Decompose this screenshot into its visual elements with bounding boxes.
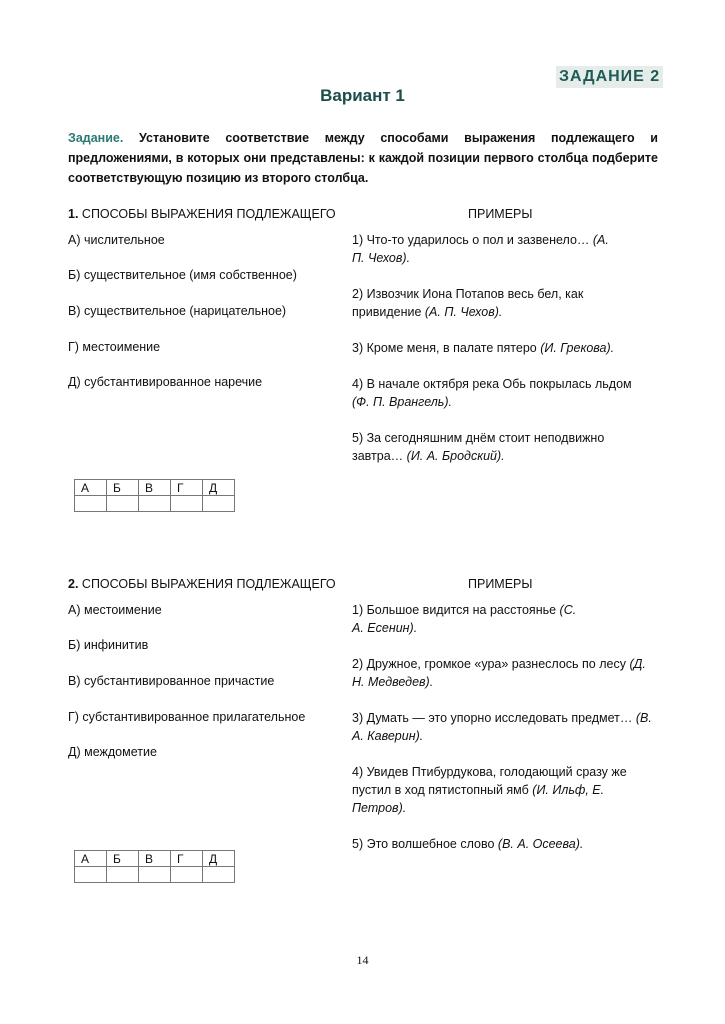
example-author: (И. Ильф, Е. Петров). [352,783,605,815]
example-4 [352,763,657,817]
option-d: Д) субстантивированное наречие [68,375,263,389]
example-author: (А. П. Чехов). [352,233,609,265]
option-a: А) местоимение [68,603,162,617]
answer-table [74,850,235,883]
example-author: (В. А. Каверин). [352,711,652,743]
option-v: В) субстантивированное причастие [68,674,275,688]
option-b: Б) инфинитив [68,638,149,652]
task-instructions [68,128,658,188]
answer-header-a: А [75,851,107,867]
example-text: 1) Что-то ударилось о пол и зазвенело… [352,233,593,247]
answer-header-d: Д [203,851,235,867]
example-text: 5) Это волшебное слово [352,837,498,851]
answer-header-v: В [139,851,171,867]
answer-table-values [75,496,235,512]
section-heading-text: СПОСОБЫ ВЫРАЖЕНИЯ ПОДЛЕЖАЩЕГО [78,577,336,591]
example-text: 2) Дружное, громкое «ура» разнеслось по лесу [352,657,630,671]
section-number: 2. [68,577,79,591]
answer-header-b: Б [107,480,139,496]
answer-cell-g[interactable] [171,867,203,883]
example-5 [352,429,632,465]
example-text: 3) Думать — это упорно исследовать предмет… [352,711,636,725]
answer-cell-b[interactable] [107,867,139,883]
examples-heading: ПРИМЕРЫ [468,207,533,221]
example-author: (Д. Н. Медведев). [352,657,646,689]
page-title: Вариант 1 [320,86,405,105]
answer-header-g: Г [171,851,203,867]
example-2 [352,655,652,691]
example-2 [352,285,612,321]
option-d: Д) междометие [68,745,157,759]
task-badge: ЗАДАНИЕ 2 [556,66,663,88]
example-text: 5) За сегодняшним днём стоит неподвижно завтра… [352,431,605,463]
example-text: 4) В начале октября река Обь покрылась льдом [352,377,632,391]
example-1 [352,601,582,637]
example-3 [352,339,672,357]
answer-cell-b[interactable] [107,496,139,512]
option-b: Б) существительное (имя собственное) [68,268,297,282]
answer-cell-a[interactable] [75,867,107,883]
option-a: А) числительное [68,233,165,247]
answer-table-values [75,867,235,883]
example-author: (И. А. Бродский). [406,449,505,463]
example-text: 1) Большое видится на расстоянье [352,603,560,617]
example-1 [352,231,612,267]
example-text: 4) Увидев Птибурдукова, голодающий сразу же пустил в ход пятистопный ямб [352,765,627,797]
answer-cell-v[interactable] [139,867,171,883]
example-author: (С. А. Есенин). [352,603,577,635]
answer-header-b: Б [107,851,139,867]
task-lead: Задание. [68,131,124,145]
example-text: 3) Кроме меня, в палате пятеро [352,341,541,355]
example-author: (Ф. П. Врангель). [352,395,452,409]
answer-header-a: А [75,480,107,496]
answer-cell-d[interactable] [203,867,235,883]
example-author: (И. Грекова). [540,341,615,355]
example-3 [352,709,652,745]
answer-cell-a[interactable] [75,496,107,512]
example-author: (А. П. Чехов). [424,305,503,319]
example-author: (В. А. Осеева). [497,837,584,851]
section-heading-text: СПОСОБЫ ВЫРАЖЕНИЯ ПОДЛЕЖАЩЕГО [78,207,336,221]
page-number: 14 [356,953,369,967]
answer-table [74,479,235,512]
answer-table-header [75,480,235,496]
option-g: Г) субстантивированное прилагательное [68,710,306,724]
answer-cell-g[interactable] [171,496,203,512]
option-g: Г) местоимение [68,340,161,354]
task-text: Установите соответствие между способами выражения подлежащего и предложениями, в которых они представлены: к каждой позиции первого столбца подберите соответствующую позицию из второго столбца. [68,131,658,185]
answer-table-header [75,851,235,867]
section-heading [68,207,336,221]
answer-cell-v[interactable] [139,496,171,512]
answer-header-g: Г [171,480,203,496]
example-text: 2) Извозчик Иона Потапов весь бел, как привидение [352,287,584,319]
answer-header-v: В [139,480,171,496]
example-5 [352,835,672,853]
option-v: В) существительное (нарицательное) [68,304,287,318]
answer-cell-d[interactable] [203,496,235,512]
examples-heading: ПРИМЕРЫ [468,577,533,591]
section-heading [68,577,336,591]
example-4 [352,375,652,411]
section-number: 1. [68,207,79,221]
answer-header-d: Д [203,480,235,496]
